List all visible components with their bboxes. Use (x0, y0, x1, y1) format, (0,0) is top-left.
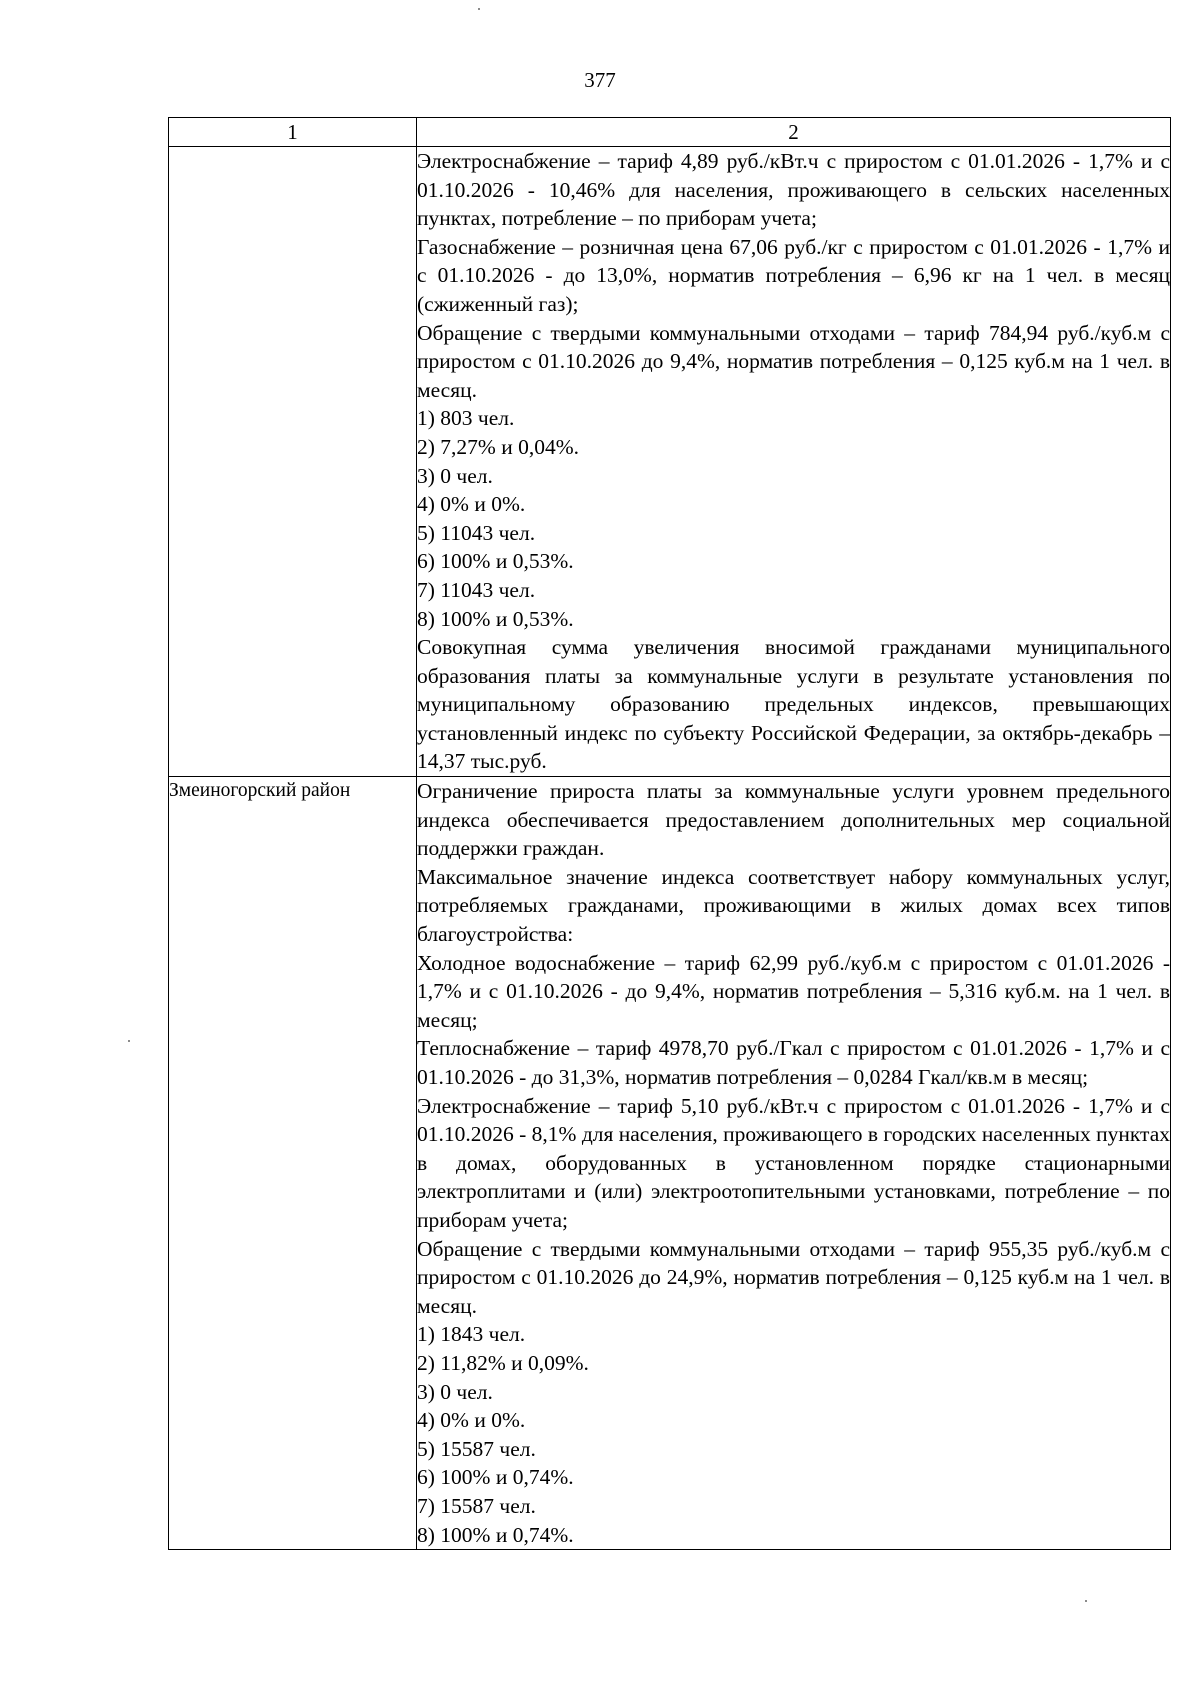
list-item: 5) 15587 чел. (417, 1436, 536, 1461)
list-item: 1) 1843 чел. (417, 1322, 526, 1347)
list-item: 3) 0 чел. (417, 1379, 493, 1404)
list-item: 6) 100% и 0,53%. (417, 549, 574, 574)
scan-speck (478, 8, 480, 10)
list-item: 6) 100% и 0,74%. (417, 1465, 574, 1490)
paragraph: Теплоснабжение – тариф 4978,70 руб./Гкал с приростом с 01.01.2026 - 1,7% и с 01.10.2026 - до 31,3%, норматив потребления – 0,0284 Гкал/кв.м в месяц; (417, 1036, 1170, 1089)
scan-speck (1085, 1600, 1087, 1602)
list-item: 5) 11043 чел. (417, 520, 536, 545)
list-item: 2) 11,82% и 0,09%. (417, 1350, 589, 1375)
column-header-1: 1 (169, 118, 417, 147)
list-item: 2) 7,27% и 0,04%. (417, 434, 579, 459)
paragraph: Совокупная сумма увеличения вносимой гражданами муниципального образования платы за коммунальные услуги в результате установления по муниципальному образованию предельных индексов, превышающих установленный индекс по субъекту Российской Федерации, за октябрь-декабрь – 14,37 тыс.руб. (417, 635, 1170, 774)
list-item: 8) 100% и 0,53%. (417, 606, 574, 631)
scan-speck (128, 1040, 130, 1042)
region-cell: Змеиногорский район (169, 777, 417, 1550)
paragraph: Электроснабжение – тариф 5,10 руб./кВт.ч с приростом с 01.01.2026 - 1,7% и с 01.10.2026 - 8,1% для населения, проживающего в городских населенных пунктах в домах, оборудованных в установленном порядке стационарными электроплитами и (или) электроотопительными установками, потребление – по приборам учета; (417, 1093, 1171, 1232)
list-item: 3) 0 чел. (417, 463, 493, 488)
column-header-2: 2 (417, 118, 1171, 147)
list-item: 8) 100% и 0,74%. (417, 1522, 574, 1547)
list-item: 1) 803 чел. (417, 406, 515, 431)
list-item: 4) 0% и 0%. (417, 1408, 526, 1433)
list-item: 7) 11043 чел. (417, 577, 536, 602)
data-table (168, 117, 1171, 1550)
paragraph: Ограничение прироста платы за коммунальные услуги уровнем предельного индекса обеспечивается предоставлением дополнительных мер социальной поддержки граждан. (417, 779, 1170, 861)
description-cell (417, 147, 1171, 777)
list-item: 4) 0% и 0%. (417, 492, 526, 517)
region-cell (169, 147, 417, 777)
table-header-row (169, 118, 1171, 147)
paragraph: Обращение с твердыми коммунальными отходами – тариф 955,35 руб./куб.м с приростом с 01.10.2026 до 24,9%, норматив потребления – 0,125 куб.м на 1 чел. в месяц. (417, 1236, 1170, 1318)
table-row (169, 777, 1171, 1550)
paragraph: Электроснабжение – тариф 4,89 руб./кВт.ч с приростом с 01.01.2026 - 1,7% и с 01.10.2026 - 10,46% для населения, проживающего в сельских населенных пунктах, потребление – по приборам учета; (417, 149, 1170, 231)
description-cell (417, 777, 1171, 1550)
table-row (169, 147, 1171, 777)
list-item: 7) 15587 чел. (417, 1493, 536, 1518)
paragraph: Газоснабжение – розничная цена 67,06 руб./кг с приростом с 01.01.2026 - 1,7% и с 01.10.2026 - до 13,0%, норматив потребления – 6,96 кг на 1 чел. в месяц (сжиженный газ); (417, 234, 1170, 316)
paragraph: Максимальное значение индекса соответствует набору коммунальных услуг, потребляемых гражданами, проживающими в жилых домах всех типов благоустройства: (417, 864, 1170, 947)
paragraph: Обращение с твердыми коммунальными отходами – тариф 784,94 руб./куб.м с приростом с 01.10.2026 до 9,4%, норматив потребления – 0,125 куб.м на 1 чел. в месяц. (417, 320, 1170, 402)
page-number: 377 (584, 68, 616, 92)
paragraph: Холодное водоснабжение – тариф 62,99 руб./куб.м с приростом с 01.01.2026 - 1,7% и с 01.10.2026 - до 9,4%, норматив потребления – 5,316 куб.м. на 1 чел. в месяц; (417, 950, 1170, 1032)
